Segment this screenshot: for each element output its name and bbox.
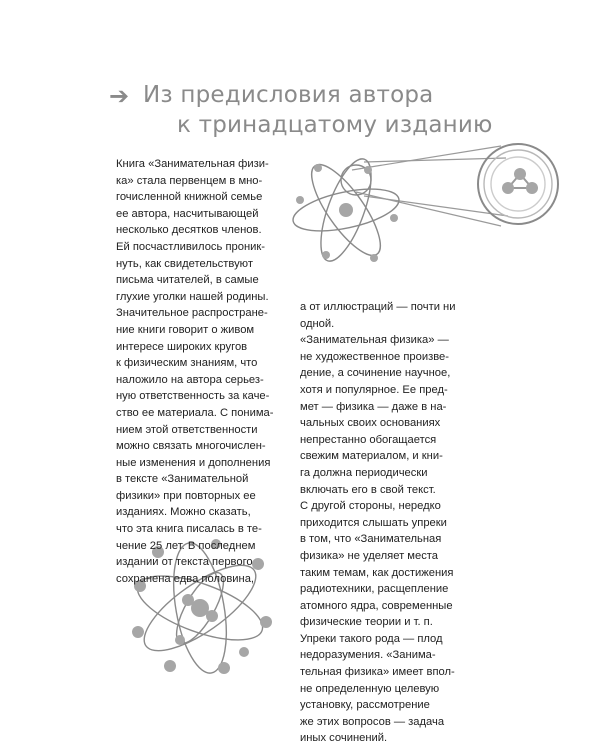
text-line: физики» при повторных ее xyxy=(116,489,256,502)
text-line: дение, а сочинение научное, xyxy=(300,367,451,380)
text-line: а от иллюстраций — почти ни xyxy=(300,301,456,313)
text-line: атомного ядра, современные xyxy=(300,599,453,612)
text-line: ную ответственность за каче- xyxy=(116,390,270,403)
text-line: физические теории и т. п. xyxy=(300,616,433,629)
text-line: С другой стороны, нередко xyxy=(300,500,441,513)
text-line: нуть, как свидетельствуют xyxy=(116,257,253,270)
text-line: радиотехники, расщепление xyxy=(300,583,449,596)
text-line: же этих вопросов — задача xyxy=(300,715,445,728)
text-line: хотя и популярное. Ее пред- xyxy=(300,383,448,396)
text-line: одной. xyxy=(300,317,335,330)
text-line: в том, что «Занимательная xyxy=(300,533,442,546)
text-line: гочисленной книжной семье xyxy=(116,191,263,204)
text-line: сохранена едва половина, xyxy=(116,572,255,585)
text-line: Упреки такого рода — плод xyxy=(300,632,443,645)
text-line: изданиях. Можно сказать, xyxy=(116,506,251,519)
text-line: ние книги говорит о живом xyxy=(116,323,255,336)
text-line: мет — физика — даже в на- xyxy=(300,400,447,413)
text-line: чальных своих основаниях xyxy=(300,417,441,430)
text-line: недоразумения. «Занима- xyxy=(300,649,436,662)
text-line: ные изменения и дополнения xyxy=(116,456,271,469)
text-line: наложило на автора серьез- xyxy=(116,373,264,386)
text-line: таким темам, как достижения xyxy=(300,566,454,579)
text-line: не художественное произве- xyxy=(300,350,449,363)
text-line: к физическим знаниям, что xyxy=(116,357,258,370)
heading-line-2: к тринадцатому изданию xyxy=(177,112,493,138)
body-text-left-column xyxy=(116,156,274,587)
text-line: установку, рассмотрение xyxy=(300,699,430,712)
body-text-right-column xyxy=(300,299,455,747)
text-line: иных сочинений. xyxy=(300,732,388,745)
text-line: ее автора, насчитывающей xyxy=(116,207,259,220)
text-line: несколько десятков членов. xyxy=(116,224,262,237)
text-line: ство ее материала. С понима- xyxy=(116,406,274,419)
text-line: письма читателей, в самые xyxy=(116,274,259,287)
text-line: приходится слышать упреки xyxy=(300,516,447,529)
text-line: непрестанно обогащается xyxy=(300,433,437,446)
text-line: что эта книга писалась в те- xyxy=(116,523,262,536)
text-line: Книга «Занимательная физи- xyxy=(116,158,269,170)
text-line: Значительное распростране- xyxy=(116,307,268,320)
text-line: ка» стала первенцем в мно- xyxy=(116,174,263,187)
text-line: глухие уголки нашей родины. xyxy=(116,290,269,303)
text-line: «Занимательная физика» — xyxy=(300,334,449,347)
text-line: свежим материалом, и кни- xyxy=(300,450,443,463)
arrow-icon: ➔ xyxy=(109,83,130,110)
text-line: Ей посчастливилось проник- xyxy=(116,240,266,253)
text-line: не определенную целевую xyxy=(300,682,440,695)
text-line: чение 25 лет. В последнем xyxy=(116,539,256,552)
text-line: в тексте «Занимательной xyxy=(116,473,249,486)
text-line: можно связать многочислен- xyxy=(116,440,266,453)
text-line: тельная физика» имеет впол- xyxy=(300,666,455,679)
text-line: нием этой ответственности xyxy=(116,423,258,436)
text-line: издании от текста первого xyxy=(116,556,253,569)
atom-with-magnified-molecule-icon xyxy=(296,140,576,300)
text-line: физика» не уделяет места xyxy=(300,549,439,562)
text-line: включать его в свой текст. xyxy=(300,483,436,496)
text-line: интересе широких кругов xyxy=(116,340,248,353)
heading-line-1: Из предисловия автора xyxy=(143,82,434,108)
text-line: га должна периодически xyxy=(300,466,428,479)
